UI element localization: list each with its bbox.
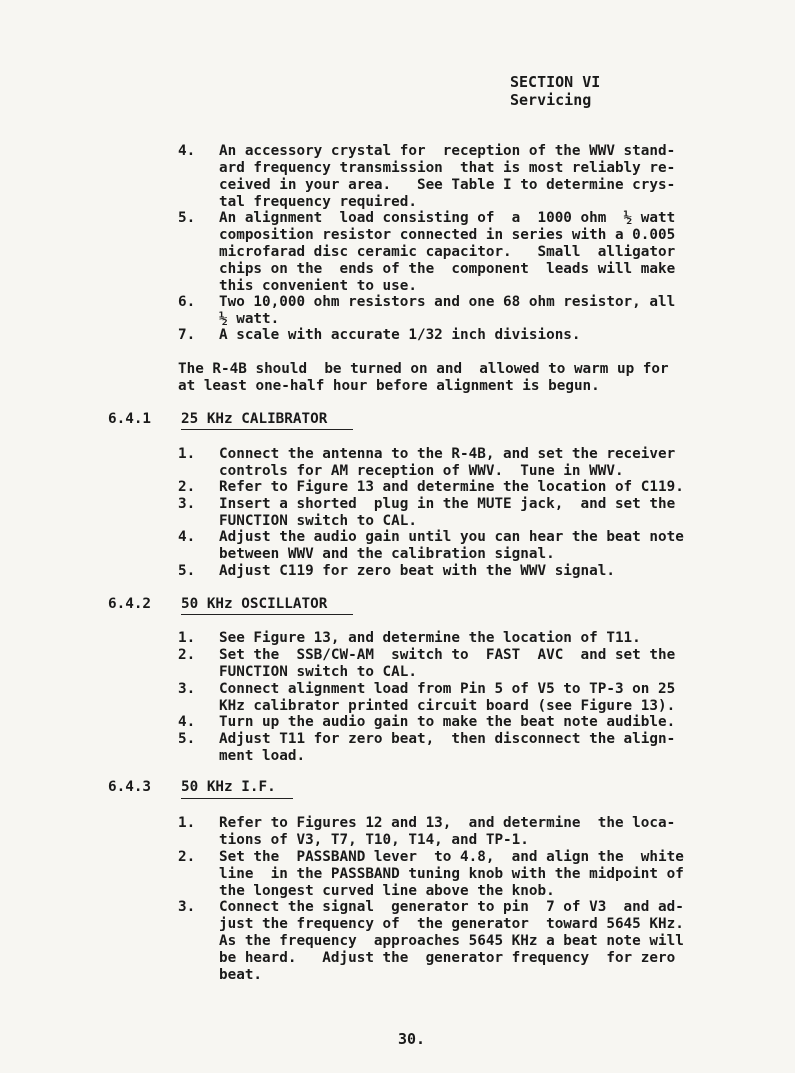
list-item-line: An accessory crystal for reception of the WWV stand- bbox=[219, 143, 676, 159]
list-item-line: A scale with accurate 1/32 inch divisions. bbox=[219, 327, 581, 343]
list-item-line: Adjust T11 for zero beat, then disconnect the align- bbox=[219, 731, 676, 747]
section-subtitle: Servicing bbox=[510, 91, 592, 109]
list-item-line: Refer to Figures 12 and 13, and determine the loca- bbox=[219, 815, 676, 831]
list-number: 3. bbox=[178, 496, 196, 512]
list-item-line: between WWV and the calibration signal. bbox=[219, 546, 555, 562]
list-item-line: tal frequency required. bbox=[219, 194, 417, 210]
list-item-line: An alignment load consisting of a 1000 ohm ½ watt bbox=[219, 210, 676, 226]
list-item-line: microfarad disc ceramic capacitor. Small alligator bbox=[219, 244, 676, 260]
list-number: 2. bbox=[178, 647, 196, 663]
list-number: 5. bbox=[178, 563, 196, 579]
list-item-line: Turn up the audio gain to make the beat note audible. bbox=[219, 714, 676, 730]
list-number: 4. bbox=[178, 529, 196, 545]
section-heading: SECTION VI bbox=[510, 73, 601, 91]
list-item-line: ard frequency transmission that is most reliably re- bbox=[219, 160, 676, 176]
list-item-line: Set the SSB/CW-AM switch to FAST AVC and set the bbox=[219, 647, 676, 663]
list-item-line: Refer to Figure 13 and determine the location of C119. bbox=[219, 479, 684, 495]
page-number: 30. bbox=[398, 1030, 426, 1048]
paragraph-line: The R-4B should be turned on and allowed to warm up for bbox=[178, 361, 669, 377]
list-item-line: chips on the ends of the component leads will make bbox=[219, 261, 676, 277]
list-number: 2. bbox=[178, 479, 196, 495]
list-item-line: line in the PASSBAND tuning knob with the midpoint of bbox=[219, 866, 684, 882]
list-number: 3. bbox=[178, 681, 196, 697]
section-number: 6.4.3 bbox=[108, 779, 152, 795]
section-title: 25 KHz CALIBRATOR bbox=[181, 411, 328, 427]
list-item-line: the longest curved line above the knob. bbox=[219, 883, 555, 899]
list-number: 1. bbox=[178, 815, 196, 831]
section-title: 50 KHz OSCILLATOR bbox=[181, 596, 328, 612]
list-item-line: this convenient to use. bbox=[219, 278, 417, 294]
list-number: 7. bbox=[178, 327, 196, 343]
list-number: 6. bbox=[178, 294, 196, 310]
list-item-line: ceived in your area. See Table I to determine crys- bbox=[219, 177, 676, 193]
list-number: 4. bbox=[178, 714, 196, 730]
list-item-line: ment load. bbox=[219, 748, 306, 764]
section-title: 50 KHz I.F. bbox=[181, 779, 276, 795]
list-item-line: Connect the signal generator to pin 7 of V3 and ad- bbox=[219, 899, 684, 915]
paragraph-line: at least one-half hour before alignment is begun. bbox=[178, 378, 600, 394]
list-item-line: Set the PASSBAND lever to 4.8, and align the white bbox=[219, 849, 684, 865]
list-item-line: FUNCTION switch to CAL. bbox=[219, 513, 417, 529]
list-number: 1. bbox=[178, 446, 196, 462]
list-item-line: just the frequency of the generator toward 5645 KHz. bbox=[219, 916, 684, 932]
section-number: 6.4.1 bbox=[108, 411, 152, 427]
list-item-line: Two 10,000 ohm resistors and one 68 ohm resistor, all bbox=[219, 294, 676, 310]
list-item-line: Connect alignment load from Pin 5 of V5 to TP-3 on 25 bbox=[219, 681, 676, 697]
list-number: 5. bbox=[178, 210, 196, 226]
list-item-line: See Figure 13, and determine the location of T11. bbox=[219, 630, 641, 646]
list-number: 4. bbox=[178, 143, 196, 159]
list-item-line: tions of V3, T7, T10, T14, and TP-1. bbox=[219, 832, 529, 848]
list-number: 5. bbox=[178, 731, 196, 747]
list-item-line: Connect the antenna to the R-4B, and set the receiver bbox=[219, 446, 676, 462]
list-item-line: beat. bbox=[219, 967, 263, 983]
list-item-line: KHz calibrator printed circuit board (see Figure 13). bbox=[219, 698, 676, 714]
list-item-line: FUNCTION switch to CAL. bbox=[219, 664, 417, 680]
list-item-line: As the frequency approaches 5645 KHz a beat note will bbox=[219, 933, 684, 949]
title-underline bbox=[181, 798, 293, 799]
list-number: 3. bbox=[178, 899, 196, 915]
list-item-line: Adjust C119 for zero beat with the WWV signal. bbox=[219, 563, 615, 579]
list-item-line: Adjust the audio gain until you can hear the beat note bbox=[219, 529, 684, 545]
list-item-line: be heard. Adjust the generator frequency for zero bbox=[219, 950, 676, 966]
list-item-line: controls for AM reception of WWV. Tune in WWV. bbox=[219, 463, 624, 479]
section-number: 6.4.2 bbox=[108, 596, 152, 612]
list-item-line: ½ watt. bbox=[219, 311, 280, 327]
title-underline bbox=[181, 429, 353, 430]
list-number: 1. bbox=[178, 630, 196, 646]
title-underline bbox=[181, 614, 353, 615]
list-item-line: Insert a shorted plug in the MUTE jack, and set the bbox=[219, 496, 676, 512]
list-number: 2. bbox=[178, 849, 196, 865]
list-item-line: composition resistor connected in series with a 0.005 bbox=[219, 227, 676, 243]
